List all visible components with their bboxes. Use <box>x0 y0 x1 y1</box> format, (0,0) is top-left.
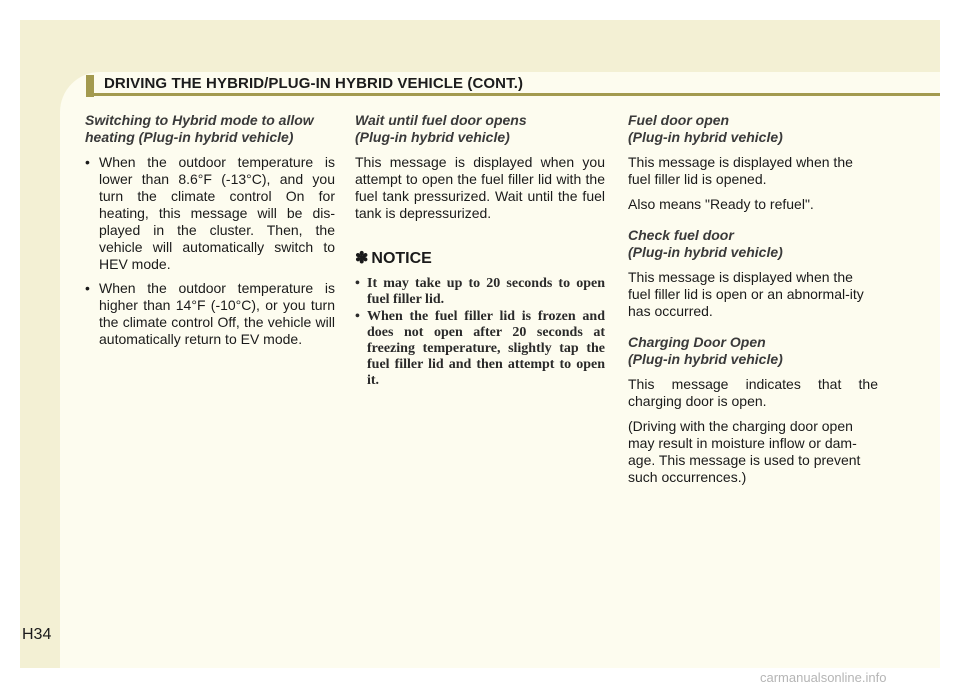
subtitle-line: heating (Plug-in hybrid vehicle) <box>85 129 294 145</box>
section-header-title: DRIVING THE HYBRID/PLUG-IN HYBRID VEHICLE (CONT.) <box>104 75 524 92</box>
spacer <box>628 213 878 227</box>
subtitle-line: (Plug-in hybrid vehicle) <box>628 244 783 260</box>
subtitle-line: (Plug-in hybrid vehicle) <box>355 129 510 145</box>
paragraph: This message is displayed when the fuel filler lid is opened. <box>628 154 853 187</box>
list-item: • When the outdoor temperature is higher than 14°F (-10°C), or you turn the climate control Off, the vehicle will automatically return to EV mode. <box>85 280 335 348</box>
subtitle-line: Charging Door Open <box>628 334 766 350</box>
subtitle-check-fuel-door <box>628 227 878 261</box>
subtitle-line: (Plug-in hybrid vehicle) <box>628 351 783 367</box>
column-3 <box>628 112 878 486</box>
header-rule <box>90 93 940 96</box>
subtitle-line: Switching to Hybrid mode to allow <box>85 112 314 128</box>
subtitle-line: Check fuel door <box>628 227 734 243</box>
list-item: • When the outdoor temperature is lower than 8.6°F (-13°C), and you turn the climate control On for heating, this message will be dis-played in the cluster. Then, the vehicle will automatically switch to HEV mode. <box>85 154 335 273</box>
watermark: carmanualsonline.info <box>760 670 887 685</box>
column-2 <box>355 112 605 390</box>
subtitle-hybrid-heating <box>85 112 335 146</box>
subtitle-wait-fuel-door <box>355 112 605 146</box>
subtitle-charging-door-open <box>628 334 878 368</box>
spacer <box>628 320 878 334</box>
subtitle-fuel-door-open <box>628 112 878 146</box>
notice-heading <box>355 248 605 268</box>
paragraph: This message indicates that the charging door is open. <box>628 376 878 409</box>
notice-star-icon: ✽ <box>355 250 369 267</box>
list-item: • When the fuel filler lid is frozen and does not open after 20 seconds at freezing temperature, slightly tap the fuel filler lid and then attempt to open it. <box>355 309 605 389</box>
column-1 <box>85 112 335 355</box>
subtitle-line: Fuel door open <box>628 112 730 128</box>
paragraph: This message is displayed when you attempt to open the fuel filler lid with the fuel tank pressurized. Wait until the fuel tank is depressurized. <box>355 154 605 221</box>
notice-list <box>355 276 605 389</box>
subtitle-line: (Plug-in hybrid vehicle) <box>628 129 783 145</box>
subtitle-line: Wait until fuel door opens <box>355 112 527 128</box>
paragraph: (Driving with the charging door open may result in moisture inflow or dam-age. This message is used to prevent such occurrences.) <box>628 418 861 485</box>
page-number: H34 <box>22 626 52 643</box>
bullet-list <box>85 154 335 348</box>
notice-title: NOTICE <box>371 250 432 267</box>
paragraph: This message is displayed when the fuel filler lid is open or an abnormal-ity has occurred. <box>628 269 864 319</box>
paragraph: Also means "Ready to refuel". <box>628 196 814 212</box>
list-item: • It may take up to 20 seconds to open fuel filler lid. <box>355 276 605 308</box>
